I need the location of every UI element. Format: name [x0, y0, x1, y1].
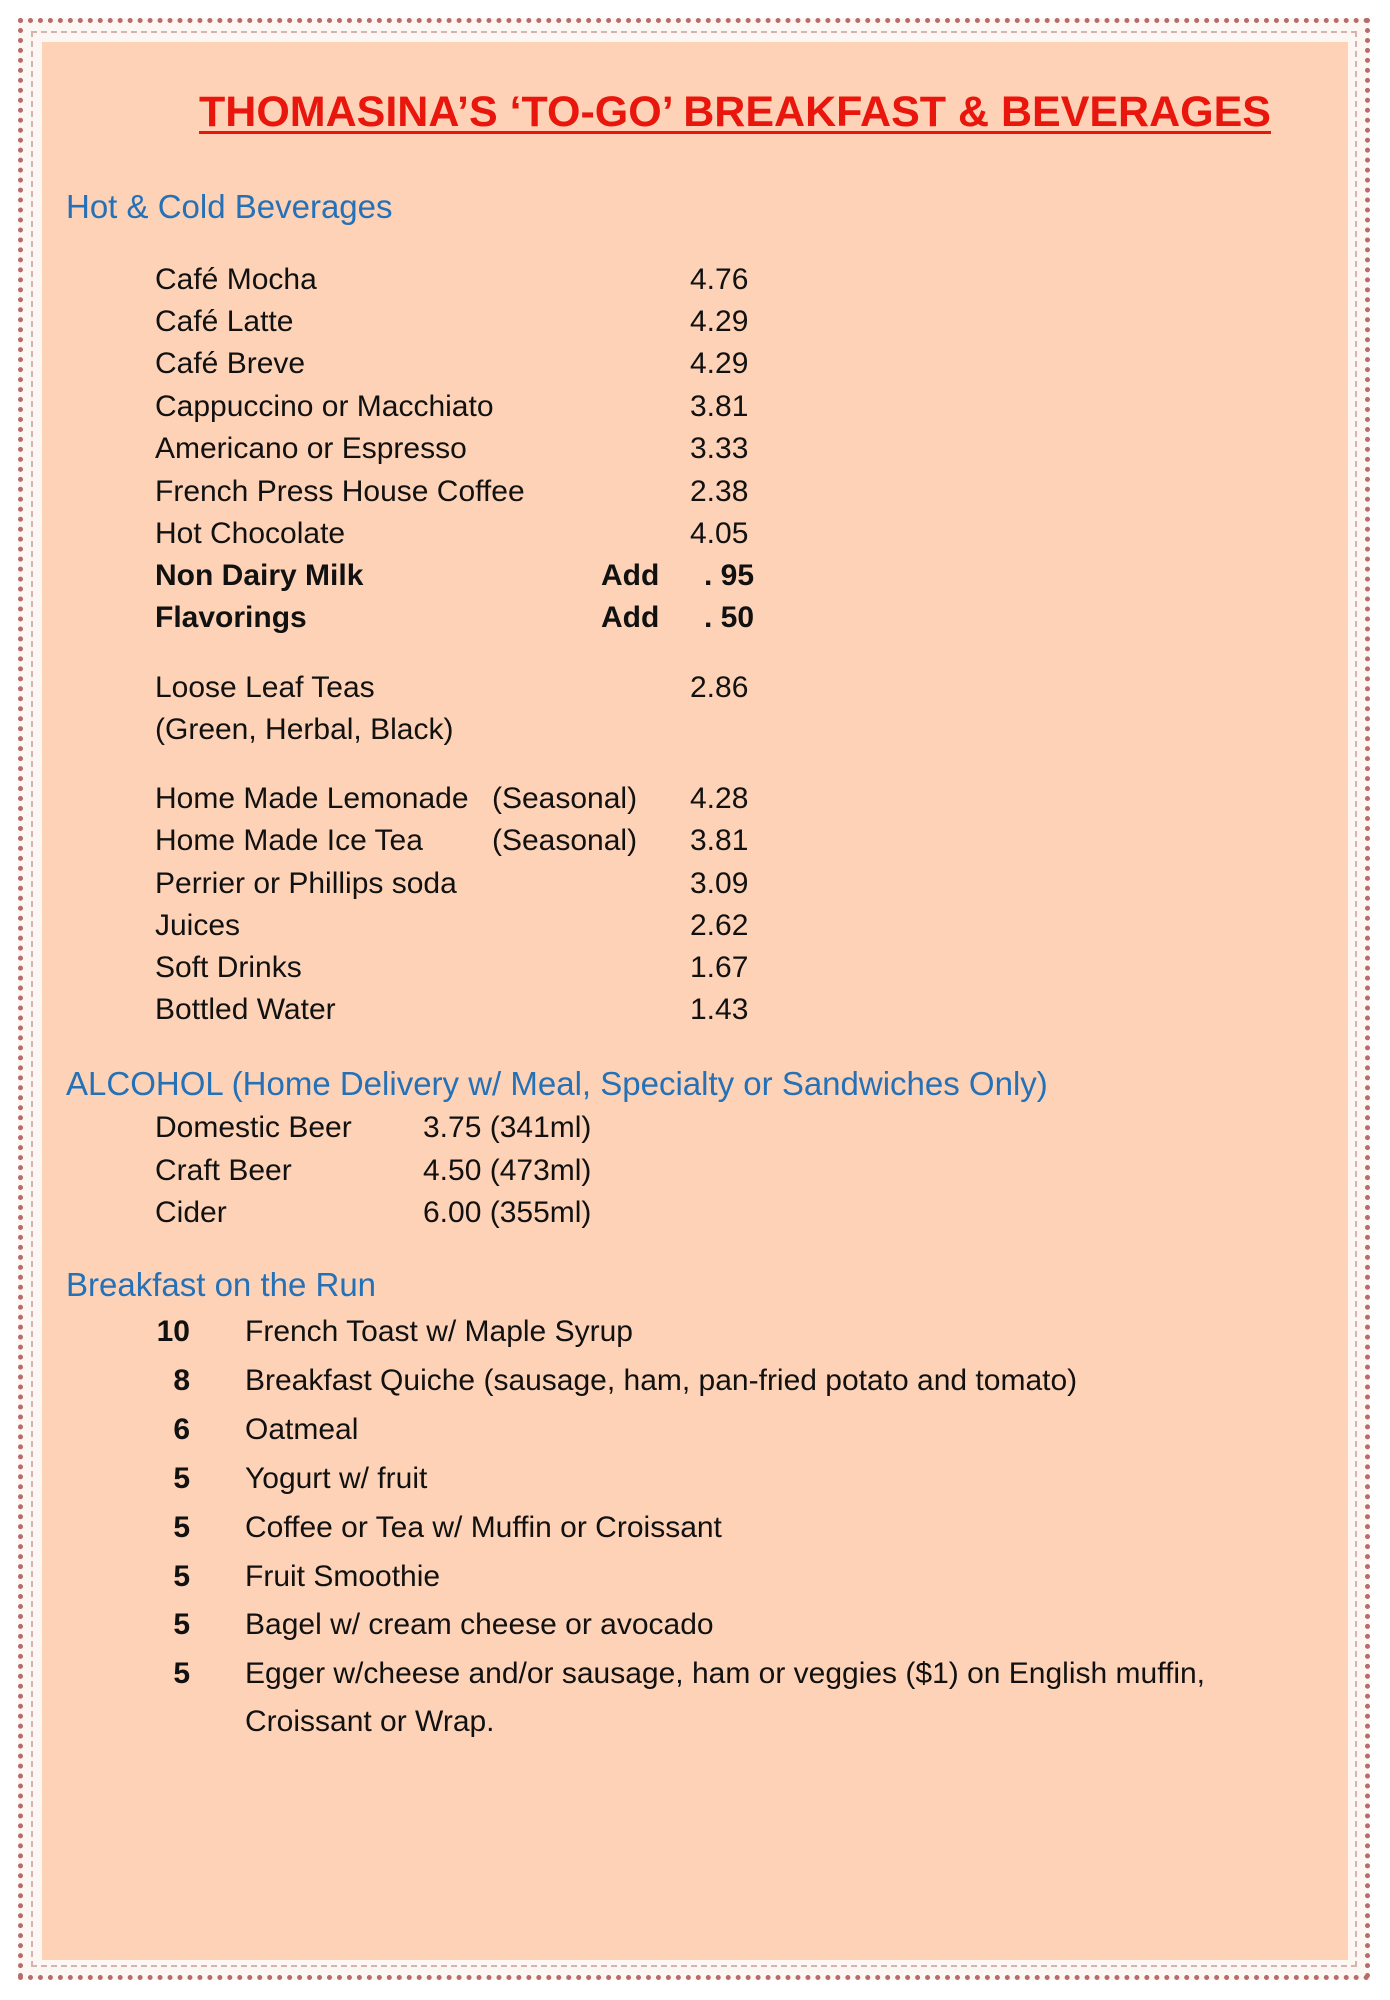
item-price: 2.38: [690, 475, 749, 508]
addon-item: [0, 559, 1390, 599]
alcohol-item: [0, 1196, 1390, 1236]
item-name: Loose Leaf Teas: [155, 671, 375, 704]
item-price: 5: [173, 1511, 190, 1544]
item-description: Coffee or Tea w/ Muffin or Croissant: [245, 1511, 722, 1544]
item-season: (Seasonal): [492, 824, 638, 857]
item-name: Cider: [155, 1196, 227, 1229]
item-name: Soft Drinks: [155, 951, 302, 984]
item-price: 4.28: [690, 782, 749, 815]
breakfast-item: [0, 1657, 1390, 1747]
item-price-volume: 6.00 (355ml): [423, 1196, 592, 1229]
menu-item: [0, 347, 1390, 387]
menu-item: [0, 993, 1390, 1033]
item-price: 4.05: [690, 517, 749, 550]
item-price: 1.67: [690, 951, 749, 984]
breakfast-item: [0, 1315, 1390, 1355]
item-name: Domestic Beer: [155, 1111, 352, 1144]
section-heading-alcohol: ALCOHOL (Home Delivery w/ Meal, Specialty or Sandwiches Only): [66, 1065, 1048, 1102]
menu-item: [0, 263, 1390, 303]
item-name: Home Made Ice Tea: [155, 824, 423, 857]
alcohol-item: [0, 1154, 1390, 1194]
menu-item: [0, 824, 1390, 864]
item-price: 3.81: [690, 390, 749, 423]
item-description: Bagel w/ cream cheese or avocado: [245, 1608, 714, 1641]
item-price: 5: [173, 1462, 190, 1495]
item-name: Cappuccino or Macchiato: [155, 390, 494, 423]
menu-item: [0, 909, 1390, 949]
item-price: 4.29: [690, 347, 749, 380]
item-price: 3.09: [690, 867, 749, 900]
menu-item: [0, 782, 1390, 822]
item-price: 2.62: [690, 909, 749, 942]
menu-item: [0, 390, 1390, 430]
breakfast-item: [0, 1413, 1390, 1453]
menu-item: [0, 432, 1390, 472]
breakfast-item: [0, 1560, 1390, 1600]
item-price: 4.76: [690, 263, 749, 296]
item-note-text: (Green, Herbal, Black): [155, 713, 454, 746]
menu-item: [0, 517, 1390, 557]
item-description: Egger w/cheese and/or sausage, ham or veggies ($1) on English muffin,: [245, 1657, 1205, 1690]
breakfast-item: [0, 1364, 1390, 1404]
addon-label: Add: [601, 601, 660, 634]
addon-name: Non Dairy Milk: [155, 559, 364, 592]
item-description: Fruit Smoothie: [245, 1560, 441, 1593]
item-name: Americano or Espresso: [155, 432, 467, 465]
menu-item: [0, 475, 1390, 515]
section-heading-breakfast: Breakfast on the Run: [66, 1266, 377, 1303]
menu-title: THOMASINA’S ‘TO-GO’ BREAKFAST & BEVERAGES: [199, 88, 1271, 136]
item-name: Café Latte: [155, 305, 294, 338]
item-name: Home Made Lemonade: [155, 782, 469, 815]
item-price-volume: 4.50 (473ml): [423, 1154, 592, 1187]
item-name: French Press House Coffee: [155, 475, 525, 508]
item-price: 1.43: [690, 993, 749, 1026]
breakfast-item: [0, 1511, 1390, 1551]
breakfast-item: [0, 1608, 1390, 1648]
item-description: Yogurt w/ fruit: [245, 1462, 428, 1495]
addon-label: Add: [601, 559, 660, 592]
item-description-continued: Croissant or Wrap.: [245, 1705, 495, 1738]
item-name: Hot Chocolate: [155, 517, 346, 550]
menu-item: [0, 671, 1390, 711]
addon-name: Flavorings: [155, 601, 307, 634]
item-price: 5: [173, 1560, 190, 1593]
item-season: (Seasonal): [492, 782, 638, 815]
item-description: French Toast w/ Maple Syrup: [245, 1315, 633, 1348]
item-price: 3.81: [690, 824, 749, 857]
alcohol-item: [0, 1111, 1390, 1151]
item-description: Breakfast Quiche (sausage, ham, pan-fried potato and tomato): [245, 1364, 1078, 1397]
item-description: Oatmeal: [245, 1413, 359, 1446]
menu-item: [0, 305, 1390, 345]
item-price: 5: [173, 1608, 190, 1641]
breakfast-item: [0, 1462, 1390, 1502]
item-name: Craft Beer: [155, 1154, 292, 1187]
item-name: Café Breve: [155, 347, 306, 380]
addon-item: [0, 601, 1390, 641]
menu-item: [0, 867, 1390, 907]
addon-price: . 50: [704, 601, 755, 634]
item-name: Perrier or Phillips soda: [155, 867, 457, 900]
addon-price: . 95: [704, 559, 755, 592]
item-name: Café Mocha: [155, 263, 317, 296]
item-name: Bottled Water: [155, 993, 336, 1026]
item-price: 8: [173, 1364, 190, 1397]
item-price: 6: [173, 1413, 190, 1446]
menu-item: [0, 951, 1390, 991]
item-price: 5: [173, 1657, 190, 1690]
section-heading-beverages: Hot & Cold Beverages: [66, 188, 393, 225]
item-price: 10: [156, 1315, 190, 1348]
item-price: 3.33: [690, 432, 749, 465]
item-price: 2.86: [690, 671, 749, 704]
item-name: Juices: [155, 909, 241, 942]
item-note: [0, 713, 1390, 753]
item-price: 4.29: [690, 305, 749, 338]
item-price-volume: 3.75 (341ml): [423, 1111, 592, 1144]
